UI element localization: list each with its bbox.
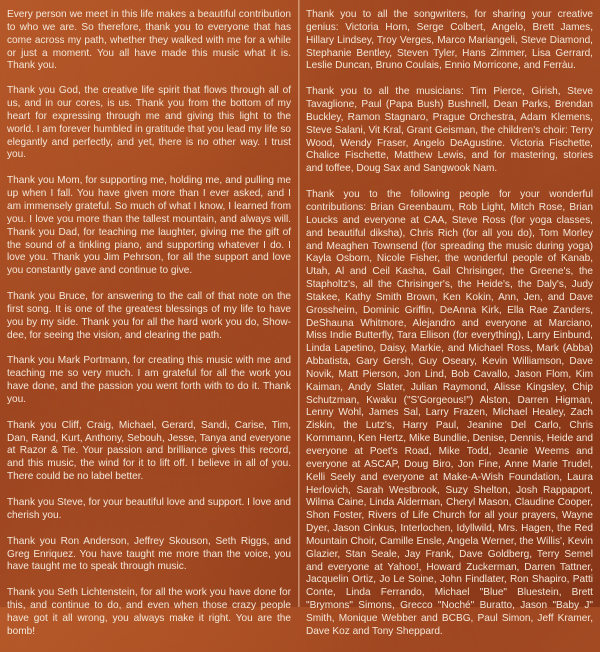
paragraph-contributors: Thank you to the following people for your wonderful contributions: Brian Greenbaum, Rob Light, Mitch Rose, Brian Loucks and everyone at CAA, Steve Ross (for yoga classes, and beautiful diksha), Chris Rich (for all you do), Tom Morley and Meaghen Townsend (for spreading the music during yoga) Kayla Osborn, Nicole Fisher, the wonderful people of Kanab, Utah, Al and Ceil Kasha, Gail Chrisinger, the Greene's, the Stapholtz's, all the Chrisinger's, the Heide's, the Daly's, Judy Stakee, Kathy Smith Brown, Ken Kokin, Ann, Jen, and Dave Grossheim, Dominic Griffin, DeAnna Kirk, Ella Rae Zanders, DeShauna Whitmore, Alejandro and everyone at Marciano, Miss Indie Butterfly, Tara Ellison (for everything), Larry Einbund, Linda Lapetino, Daisy, Markie, and Michael Ross, Mark (Abba) Abbatista, Gary Gersh, Guy Oseary, Kevin Williamson, Dave Novik, Matt Pierson, Jon Lind, Bob Cavallo, Jason Flom, Kim Kaiman, Andy Slater, Julian Raymond, Alisse Kingsley, Chip Schutzman, Kwaku ("S'Gorgeous!") Alston, Darren Higman, Lenny Wohl, James Sal, Larry Frazen, Michael Healey, Zach Ziskin, the Lutz's, Harry Paul, Jeanine Del Carlo, Chris Kornmann, Ken Hertz, Mike Bundlie, Denise, Dennis, Heide and everyone at Poet's Road, Mike Todd, Jeanie Weems and everyone at ASCAP, Doug Biro, Jon Fine, Anne Marie Trudel, Kelli Seely and everyone at Make-A-Wish Foundation, Laura Herlovich, Sarah Westbrook, Suzy Shelton, Josh Rappaport, Wilma Caine, Linda Alderman, Cheryl Mason, Claudine Cooper, Shon Foster, Rivers of Life Church for all your prayers, Wayne Dyer, Jason Cinkus, Interlochen, Idyllwild, Mrs. Hagen, the Red Mountain Choir, Camille Ensle, Angela Werner, the Willis', Kevin Glazier, Stan Seale, Jay Frank, Dave Goldberg, Terry Semel and everyone at Yahoo!, Howard Zuckerman, Darren Tattner, Jacquelin Ortiz, Jo Le Soine, John Findlater, Ron Shapiro, Patti Conte, Linda Ferrando, Michael "Blue" Bluestein, Brett "Brymons" Simons, Grecco "Noché" Buratto, Jason "Baby J" Smith, Monique Webber and BCBG, Paul Simon, Jeff Kramer, Dave Koz and Tony Sheppard. bbox=[306, 189, 593, 637]
paragraph-thanks-seth: Thank you Seth Lichtenstein, for all the work you have done for this, and continue to do, and even when those crazy people have got it all wrong, you always make it right. You are the bomb! bbox=[7, 587, 291, 637]
paragraph-songwriters: Thank you to all the songwriters, for sharing your creative genius: Victoria Horn, Serge Colbert, Angelo, Brett James, Hillary Lindsey, Troy Verges, Marco Mariangeli, Steve Diamond, Stephanie Bentley, Steven Tyler, Hans Zimmer, Lisa Gerrard, Leslie Duncan, Bruno Coulais, Ennio Morricone, and Ferràu. bbox=[306, 9, 593, 72]
paragraph-thanks-mark: Thank you Mark Portmann, for creating this music with me and teaching me so very much. I am grateful for all the work you have done, and the passion you went forth with to do it. Thank you. bbox=[7, 355, 291, 405]
paragraph-thanks-god: Thank you God, the creative life spirit that flows through all of us, and in our cores, is us. Thank you from the bottom of my heart for expressing through me and giving this light to the world. I am forever humbled in gratitude that you lead my life so elegantly and perfectly, and yet, there is no other way. I trust you. bbox=[7, 85, 291, 161]
paragraph-intro: Every person we meet in this life makes a beautiful contribution to who we are. So therefore, thank you to everyone that has come across my path, whether they walked with me for a while or just a moment. You all have made this music what it is. Thank you. bbox=[7, 9, 291, 72]
paragraph-thanks-teachers: Thank you Ron Anderson, Jeffrey Skouson, Seth Riggs, and Greg Enriquez. You have taught me more than the voice, you have taught me to speak through music. bbox=[7, 535, 291, 573]
paragraph-musicians: Thank you to all the musicians: Tim Pierce, Girish, Steve Tavaglione, Paul (Papa Bush) Bushnell, Dean Parks, Brendan Buckley, Ramon Stagnaro, Prague Orchestra, Adam Klemens, Steve Salani, Vit Kral, Grant Geisman, the children's choir: Terry Wood, Wendy Fraser, Angelo DeAgustine. Victoria Fischette, Chalice Fischette, Matthew Lewis, and for mastering, stories and toffee, Doug Sax and Sangwook Nam. bbox=[306, 86, 593, 175]
column-divider bbox=[298, 0, 300, 607]
paragraph-thanks-label: Thank you Cliff, Craig, Michael, Gerard, Sandi, Carise, Tim, Dan, Rand, Kurt, Anthony, Sebouh, Jesse, Tanya and everyone at Razor & Tie. Your passion and brilliance gives this record, and this music, the wind for it to lift off. I believe in all of you. There could be no label better. bbox=[7, 419, 291, 483]
paragraph-thanks-parents: Thank you Mom, for supporting me, holding me, and pulling me up when I fall. You have given more than I ever asked, and I am immensely grateful. So much of what I know, I learned from you. I love you more than the tallest mountain, and always will. Thank you Dad, for teaching me laughter, giving me the gift of the sound of a tinkling piano, and supporting whatever I do. I love you. Thank you Jim Pehrson, for all the support and love you constantly gave and continue to give. bbox=[7, 175, 291, 277]
left-column bbox=[7, 9, 291, 652]
paragraph-thanks-bruce: Thank you Bruce, for answering to the call of that note on the first song. It is one of the greatest blessings of my life to have you by my side. Thank you for all the hard work you do, Show-dee, for seeing the vision, and clearing the path. bbox=[7, 291, 291, 341]
right-column bbox=[306, 9, 593, 652]
paragraph-thanks-steve: Thank you Steve, for your beautiful love and support. I love and cherish you. bbox=[7, 497, 291, 521]
